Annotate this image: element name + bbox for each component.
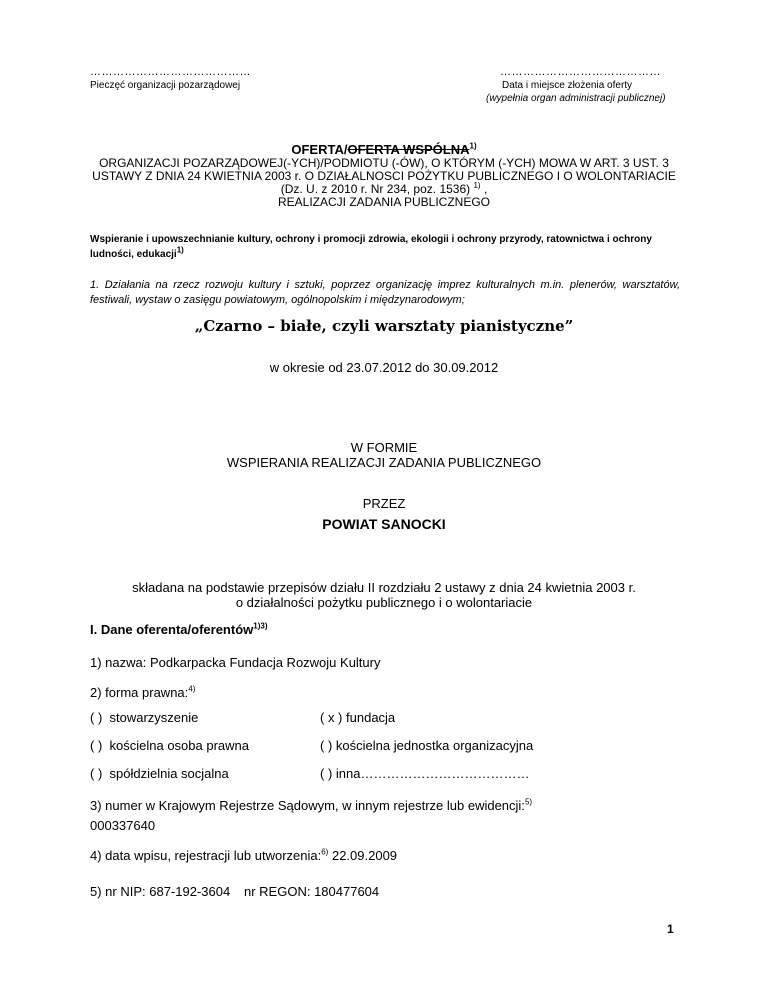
activity-description: 1. Działania na rzecz rozwoju kultury i sztuki, poprzez organizację imprez kulturalnych m.in. plenerów, warsztatów, festiwali, wystaw o zasięgu powiatowym, ogólnopolskim i międzynarodowym; — [90, 279, 680, 306]
title-line-2: USTAWY Z DNIA 24 KWIETNIA 2003 r. O DZIAŁALNOSCI POŻYTKU PUBLICZNEGO I O WOLONTARIACIE — [92, 169, 676, 183]
option-mark: ( ) — [90, 738, 103, 753]
task-scope-text: Wspieranie i upowszechnianie kultury, ochrony i promocji zdrowia, ekologii i ochrony przyrody, ratownictwa i ochrony ludności, edukacji — [90, 234, 652, 260]
option-label: spółdzielnia socjalna — [109, 766, 229, 781]
field-name: 1) nazwa: Podkarpacka Fundacja Rozwoju Kultury — [90, 655, 381, 670]
option-fundacja — [320, 710, 395, 725]
title-line-3-end: , — [480, 182, 488, 196]
title-line-3-sup: 1) — [473, 181, 481, 190]
field-date-label: 4) data wpisu, rejestracji lub utworzenia: — [90, 848, 322, 863]
offer-title-footnote: 1) — [469, 141, 477, 151]
field-krs-label: 3) numer w Krajowym Rejestrze Sądowym, w innym rejestrze lub ewidencji: — [90, 798, 525, 813]
option-label: kościelna osoba prawna — [109, 738, 249, 753]
option-inna — [320, 766, 529, 781]
option-mark: ( ) — [320, 738, 333, 753]
form-line-2: WSPIERANIA REALIZACJI ZADANIA PUBLICZNEGO — [226, 455, 542, 470]
legal-basis-line-1: składana na podstawie przepisów działu II rozdziału 2 ustawy z dnia 24 kwietnia 2003 r. — [132, 580, 636, 595]
option-koscielna-osoba-prawna — [90, 738, 249, 753]
authority-name: POWIAT SANOCKI — [322, 516, 446, 532]
date-dots: …………………………………… — [500, 66, 661, 78]
section-title-text: I. Dane oferenta/oferentów — [90, 622, 254, 637]
field-registration-date — [90, 848, 397, 863]
date-label: Data i miejsce złożenia oferty — [502, 80, 633, 91]
field-krs-value: 000337640 — [90, 818, 156, 833]
option-label: fundacja — [346, 710, 396, 725]
offer-title — [90, 142, 678, 157]
section-title-sup: 1)3) — [253, 621, 268, 631]
offer-title-struck: OFERTA WSPÓLNA — [347, 142, 470, 157]
task-scope-sup: 1) — [176, 245, 184, 255]
field-date-sup: 6) — [321, 847, 329, 857]
field-legal-form-sup: 4) — [188, 684, 196, 694]
task-scope — [90, 232, 680, 262]
stamp-dots: …………………………………… — [90, 66, 251, 78]
section-title — [90, 622, 267, 637]
field-date-value: 22.09.2009 — [328, 848, 398, 863]
option-label: kościelna jednostka organizacyjna — [335, 738, 534, 753]
option-spoldzielnia — [90, 766, 229, 781]
option-mark: ( ) — [320, 766, 333, 781]
page-number: 1 — [667, 922, 674, 936]
title-line-3 — [90, 182, 678, 196]
form-line-1: W FORMIE — [350, 440, 418, 455]
task-title: „Czarno – białe, czyli warsztaty pianistyczne” — [194, 317, 574, 335]
option-mark: ( ) — [90, 710, 103, 725]
field-krs — [90, 798, 532, 813]
task-period: w okresie od 23.07.2012 do 30.09.2012 — [269, 360, 499, 375]
field-nip: 5) nr NIP: 687-192-3604 — [90, 884, 231, 899]
by-label: PRZEZ — [362, 496, 406, 511]
title-line-1: ORGANIZACJI POZARZĄDOWEJ(-YCH)/PODMIOTU (-ÓW), O KTÓRYM (-YCH) MOWA W ART. 3 UST. 3 — [99, 156, 669, 170]
title-line-4: REALIZACJI ZADANIA PUBLICZNEGO — [277, 195, 491, 209]
stamp-label: Pieczęć organizacji pozarządowej — [90, 80, 241, 91]
option-label: stowarzyszenie — [109, 710, 199, 725]
field-krs-sup: 5) — [524, 797, 533, 807]
title-line-3-text: (Dz. U. z 2010 r. Nr 234, poz. 1536) — [280, 182, 471, 196]
option-koscielna-jednostka — [320, 738, 533, 753]
option-mark: ( ) — [90, 766, 103, 781]
option-stowarzyszenie — [90, 710, 198, 725]
option-mark: ( x ) — [320, 710, 343, 725]
field-regon: nr REGON: 180477604 — [244, 884, 380, 899]
field-legal-form-label: 2) forma prawna: — [90, 685, 189, 700]
option-label: inna………………………………… — [335, 766, 530, 781]
field-legal-form — [90, 685, 195, 700]
date-note: (wypełnia organ administracji publicznej) — [486, 93, 666, 104]
offer-title-main: OFERTA/ — [291, 142, 348, 157]
legal-basis-line-2: o działalności pożytku publicznego i o wolontariacie — [235, 595, 533, 610]
